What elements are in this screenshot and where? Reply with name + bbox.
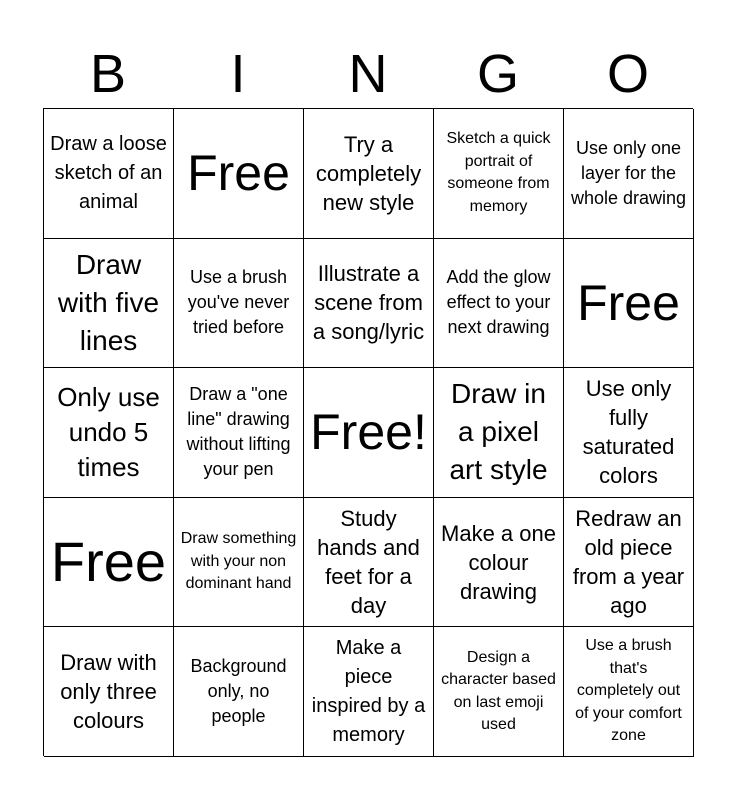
bingo-cell-r4-c3[interactable] <box>434 627 564 757</box>
header-letter-g: G <box>476 44 519 104</box>
bingo-cell-r3-c2[interactable] <box>304 498 434 628</box>
bingo-cell-r2-c4[interactable] <box>564 368 694 498</box>
bingo-cell-r4-c2[interactable] <box>304 627 434 757</box>
bingo-cell-r1-c1[interactable] <box>174 239 304 369</box>
header-letter-i: I <box>230 44 246 104</box>
cell-text: Draw a loose sketch of an animal <box>50 132 167 213</box>
bingo-cell-r0-c1[interactable] <box>174 109 304 239</box>
cell-text: Design a character based on last emoji used <box>441 648 556 734</box>
bingo-cell-r4-c1[interactable] <box>174 627 304 757</box>
cell-text: Free! <box>310 404 427 461</box>
cell-text: Redraw an old piece from a year ago <box>572 506 685 619</box>
cell-text: Only use undo 5 times <box>57 381 160 482</box>
cell-text: Study hands and feet for a day <box>317 506 420 619</box>
cell-text: Use only one layer for the whole drawing <box>570 137 687 208</box>
cell-text: Free <box>187 145 290 202</box>
cell-text: Use only fully saturated colors <box>582 376 675 489</box>
cell-text: Illustrate a scene from a song/lyric <box>312 261 425 345</box>
bingo-cell-r2-c3[interactable] <box>434 368 564 498</box>
bingo-cell-r1-c0[interactable] <box>44 239 174 369</box>
cell-text: Try a completely new style <box>315 131 422 215</box>
cell-text: Use a brush you've never tried before <box>187 267 290 338</box>
bingo-cell-r2-c1[interactable] <box>174 368 304 498</box>
cell-text: Use a brush that's completely out of your comfort zone <box>575 637 682 745</box>
cell-text: Draw with five lines <box>57 248 160 356</box>
cell-text: Add the glow effect to your next drawing <box>446 267 551 338</box>
bingo-cell-r2-c2[interactable] <box>304 368 434 498</box>
cell-text: Draw something with your non dominant hand <box>180 530 297 593</box>
bingo-cell-r3-c3[interactable] <box>434 498 564 628</box>
bingo-grid <box>43 108 693 756</box>
header-letter-b: B <box>89 44 127 104</box>
bingo-cell-r2-c0[interactable] <box>44 368 174 498</box>
bingo-cell-r0-c2[interactable] <box>304 109 434 239</box>
cell-text: Draw a "one line" drawing without lifting your pen <box>186 384 291 480</box>
bingo-cell-r4-c0[interactable] <box>44 627 174 757</box>
bingo-cell-r3-c0[interactable] <box>44 498 174 628</box>
bingo-cell-r0-c4[interactable] <box>564 109 694 239</box>
bingo-cell-r1-c4[interactable] <box>564 239 694 369</box>
bingo-cell-r1-c3[interactable] <box>434 239 564 369</box>
bingo-cell-r1-c2[interactable] <box>304 239 434 369</box>
cell-text: Make a piece inspired by a memory <box>311 636 426 746</box>
cell-text: Draw in a pixel art style <box>449 378 548 486</box>
cell-text: Sketch a quick portrait of someone from memory <box>446 130 551 215</box>
bingo-cell-r0-c0[interactable] <box>44 109 174 239</box>
bingo-cell-r4-c4[interactable] <box>564 627 694 757</box>
cell-text: Free <box>577 274 680 331</box>
bingo-cell-r3-c4[interactable] <box>564 498 694 628</box>
bingo-header <box>43 40 693 108</box>
cell-text: Draw with only three colours <box>60 650 157 734</box>
bingo-cell-r0-c3[interactable] <box>434 109 564 239</box>
bingo-cell-r3-c1[interactable] <box>174 498 304 628</box>
header-letter-n: N <box>348 44 388 104</box>
header-letter-o: O <box>606 44 649 104</box>
cell-text: Background only, no people <box>190 656 287 727</box>
cell-text: Free <box>50 530 167 594</box>
cell-text: Make a one colour drawing <box>441 520 556 604</box>
